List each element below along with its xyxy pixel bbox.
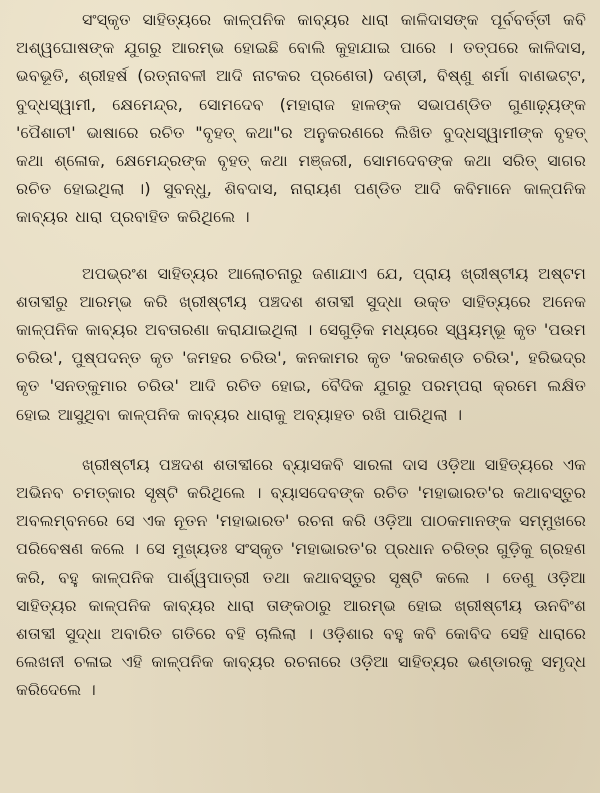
paragraph-sarala-das: ଖ୍ରୀଷ୍ଟୀୟ ପଞ୍ଚଦଶ ଶତାବ୍ଦୀରେ ବ୍ୟାସକବି ସାରଳା ଦାସ ଓଡ଼ିଆ ସାହିତ୍ୟରେ ଏକ ଅଭିନବ ଚମତ୍କାର ସୃଷ୍ଟି କରିଥିଲେ । ବ୍ୟାସଦେବଙ୍କ ରଚିତ 'ମହାଭାରତ'ର କଥାବସ୍ତୁର ଅବଲମ୍ବନରେ ସେ ଏକ ନୂତନ 'ମହାଭାରତ' ରଚନା କରି ଓଡ଼ିଆ ପାଠକମାନଙ୍କ ସମ୍ମୁଖରେ ପରିବେଷଣ କଲେ । ସେ ମୁଖ୍ୟତଃ ସଂସ୍କୃତ 'ମହାଭାରତ'ର ପ୍ରଧାନ ଚରିତ୍ର ଗୁଡ଼ିକୁ ଗ୍ରହଣ କରି, ବହୁ କାଳ୍ପନିକ ପାର୍ଶ୍ୱପାତ୍ରୀ ତଥା କଥାବସ୍ତୁର ସୃଷ୍ଟି କଲେ । ତେଣୁ ଓଡ଼ିଆ ସାହିତ୍ୟର କାଳ୍ପନିକ କାବ୍ୟର ଧାରା ତାଙ୍କଠାରୁ ଆରମ୍ଭ ହୋଇ ଖ୍ରୀଷ୍ଟୀୟ ଊନବିଂଶ ଶତାବ୍ଦୀ ସୁଦ୍ଧା ଅବାରିତ ଗତିରେ ବହି ଚାଲିଲା । ଓଡ଼ିଶାର ବହୁ କବି କୋବିଦ ସେହି ଧାରାରେ ଲେଖନୀ ଚଳାଇ ଏହି କାଳ୍ପନିକ କାବ୍ୟର ରଚନାରେ ଓଡ଼ିଆ ସାହିତ୍ୟର ଭଣ୍ଡାରକୁ ସମୃଦ୍ଧ କରିଦେଲେ । bbox=[16, 454, 586, 700]
paragraph-apabhramsha-literature: ଅପଭ୍ରଂଶ ସାହିତ୍ୟର ଆଲୋଚନାରୁ ଜଣାଯାଏ ଯେ, ପ୍ରାୟ ଖ୍ରୀଷ୍ଟୀୟ ଅଷ୍ଟମ ଶତାବ୍ଦୀରୁ ଆରମ୍ଭ କରି ଖ୍ରୀଷ୍ଟୀୟ ପଞ୍ଚଦଶ ଶତାବ୍ଦୀ ସୁଦ୍ଧା ଉକ୍ତ ସାହିତ୍ୟରେ ଅନେକ କାଳ୍ପନିକ କାବ୍ୟର ଅବତାରଣା କରାଯାଇଥିଲା । ସେଗୁଡ଼ିକ ମଧ୍ୟରେ ସ୍ୱୟମ୍ଭୂ କୃତ 'ପଉମ ଚରିଉ', ପୁଷ୍ପଦନ୍ତ କୃତ 'ଜମହର ଚରିଉ', କନକାମର କୃତ 'କରକଣ୍ଡ ଚରିଉ', ହରିଭଦ୍ର କୃତ 'ସନତ୍କୁମାର ଚରିଉ' ଆଦି ରଚିତ ହୋଇ, ବୈଦିକ ଯୁଗରୁ ପରମ୍ପରା କ୍ରମେ ଲକ୍ଷିତ ହୋଇ ଆସୁଥିବା କାଳ୍ପନିକ କାବ୍ୟର ଧାରାକୁ ଅବ୍ୟାହତ ରଖି ପାରିଥିଲା । bbox=[16, 263, 586, 424]
paragraph-spacer bbox=[16, 232, 586, 260]
paragraph-sanskrit-tradition: ସଂସ୍କୃତ ସାହିତ୍ୟରେ କାଳ୍ପନିକ କାବ୍ୟର ଧାରା କାଳିଦାସଙ୍କ ପୂର୍ବବର୍ତ୍ତୀ କବି ଅଶ୍ୱଘୋଷଙ୍କ ଯୁଗରୁ ଆରମ୍ଭ ହୋଇଛି ବୋଲି କୁହାଯାଇ ପାରେ । ତତ୍ପରେ କାଳିଦାସ, ଭବଭୂତି, ଶ୍ରୀହର୍ଷ (ରତ୍ନାବଳୀ ଆଦି ନାଟକର ପ୍ରଣେତା) ଦଣ୍ଡୀ, ବିଷ୍ଣୁ ଶର୍ମା ବାଣଭଟ୍ଟ, ବୁଦ୍ଧସ୍ୱାମୀ, କ୍ଷେମେନ୍ଦ୍ର, ସୋମଦେବ (ମହାରାଜ ହାଳଙ୍କ ସଭାପଣ୍ଡିତ ଗୁଣାଢ଼୍ୟଙ୍କ 'ପୈଶାଚୀ' ଭାଷାରେ ରଚିତ "ବୃହତ୍ କଥା"ର ଅନୁକରଣରେ ଲିଖିତ ବୁଦ୍ଧସ୍ୱାମୀଙ୍କ ବୃହତ୍ କଥା ଶ୍ଳୋକ, କ୍ଷେମେନ୍ଦ୍ରଙ୍କ ବୃହତ୍ କଥା ମଞ୍ଜରୀ, ସୋମଦେବଙ୍କ କଥା ସରିତ୍ ସାଗର ରଚିତ ହୋଇଥିଲା ।) ସୁବନ୍ଧୁ, ଶିବଦାସ, ନାରାୟଣ ପଣ୍ଡିତ ଆଦି କବିମାନେ କାଳ୍ପନିକ କାବ୍ୟର ଧାରା ପ୍ରବାହିତ କରିଥିଲେ । bbox=[16, 10, 586, 227]
paragraph-spacer bbox=[16, 429, 586, 451]
